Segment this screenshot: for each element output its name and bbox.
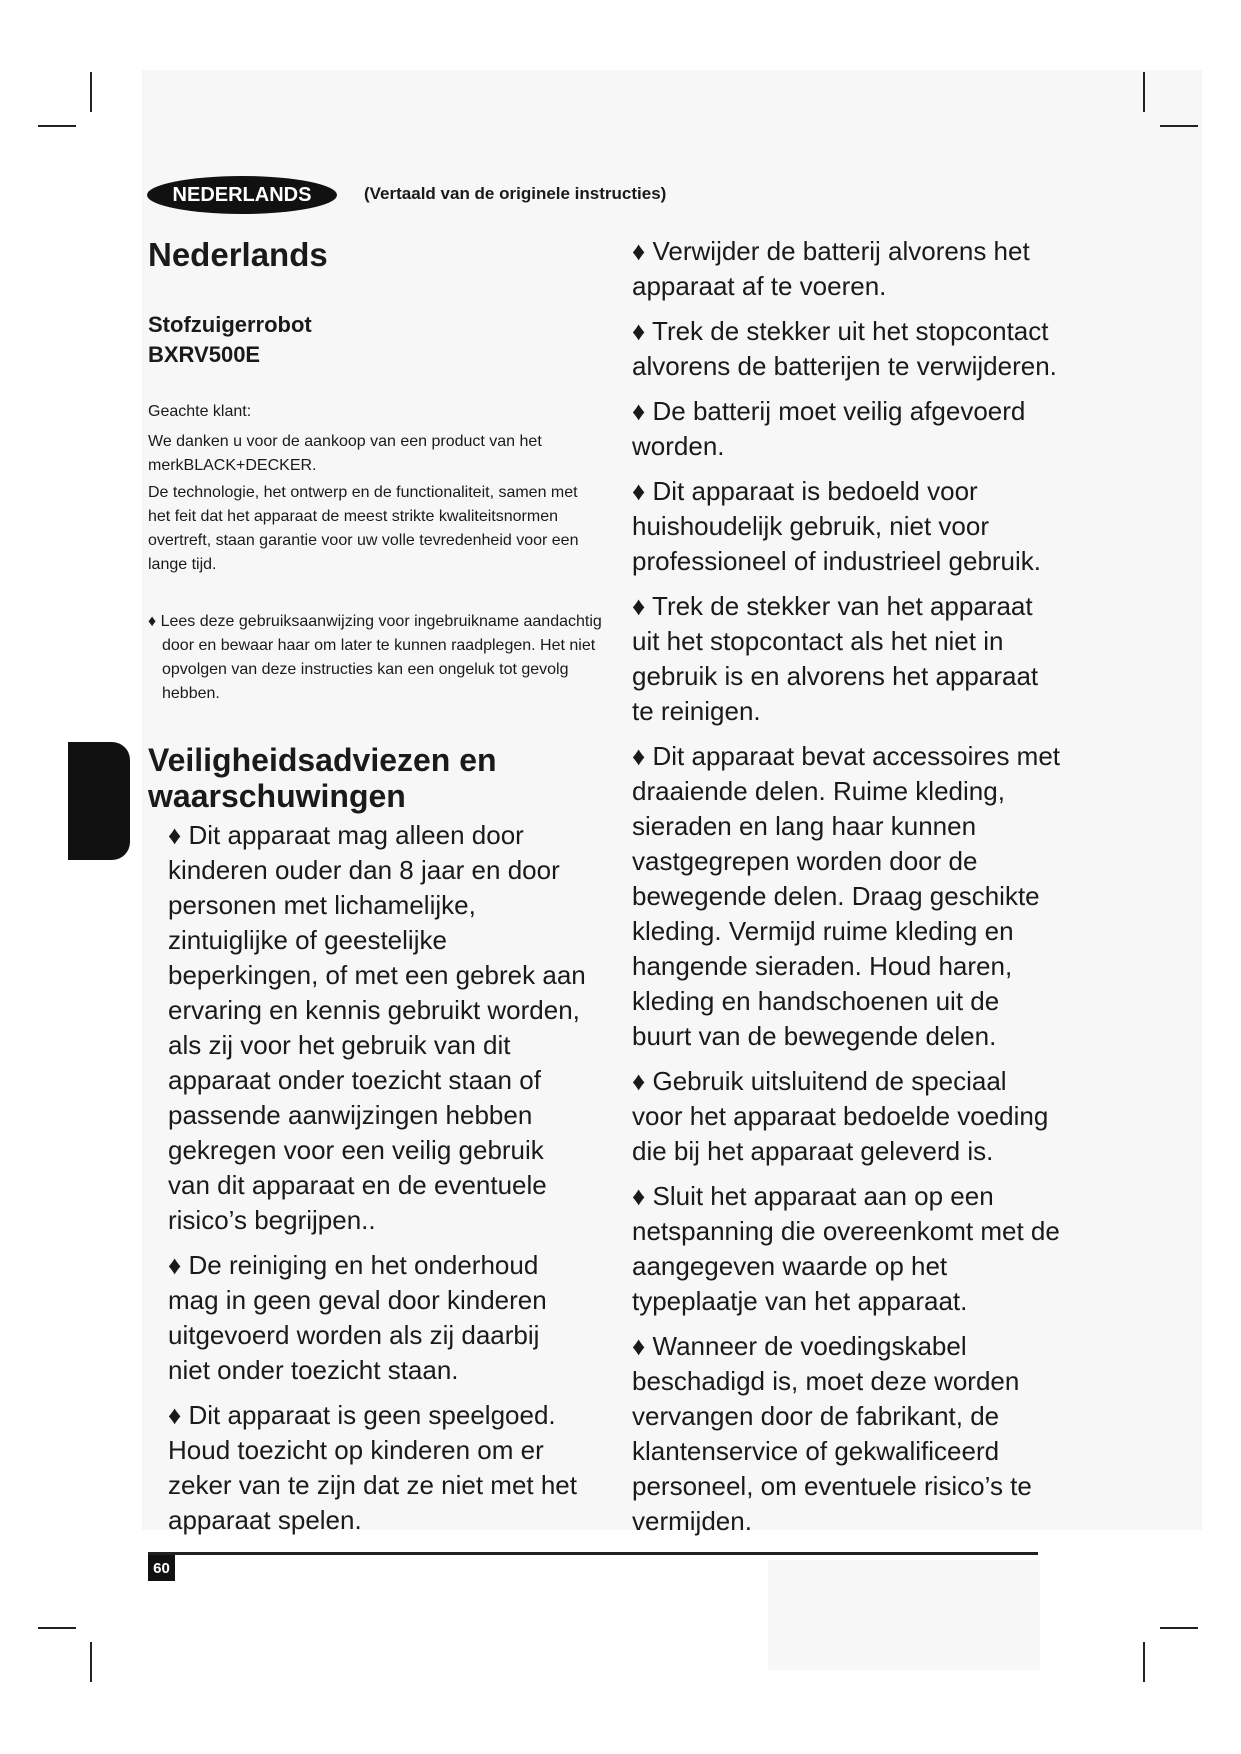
intro-block bbox=[148, 400, 588, 580]
footer-background bbox=[768, 1560, 1040, 1670]
language-badge: NEDERLANDS bbox=[147, 176, 337, 214]
page-title: Nederlands bbox=[148, 236, 328, 273]
intro-salutation: Geachte klant: bbox=[148, 403, 252, 420]
list-item: ♦ Verwijder de batterij alvorens het apparaat af te voeren. bbox=[632, 236, 1030, 301]
page-number: 60 bbox=[148, 1555, 175, 1581]
safety-list-left bbox=[168, 818, 588, 1548]
section-heading: Veiligheidsadviezen en waarschuwingen bbox=[148, 742, 497, 814]
product-model: BXRV500E bbox=[148, 342, 261, 367]
crop-mark bbox=[1160, 125, 1198, 127]
list-item: ♦ Gebruik uitsluitend de speciaal voor het apparaat bedoelde voeding die bij het apparaat geleverd is. bbox=[632, 1066, 1049, 1166]
intro-paragraph: We danken u voor de aankoop van een product van het merkBLACK+DECKER. bbox=[148, 433, 542, 474]
list-item: ♦ Dit apparaat is bedoeld voor huishoudelijk gebruik, niet voor professioneel of industrieel gebruik. bbox=[632, 476, 1042, 576]
list-item: ♦ Trek de stekker van het apparaat uit het stopcontact als het niet in gebruik is en alvorens het apparaat te reinigen. bbox=[632, 591, 1039, 726]
list-item: ♦ Dit apparaat bevat accessoires met draaiende delen. Ruime kleding, sieraden en lang haar kunnen vastgegrepen worden door de bewegende delen. Draag geschikte kleding. Vermijd ruime kleding en hangende sieraden. Houd haren, kleding en handschoenen uit de buurt van de bewegende delen. bbox=[632, 741, 1061, 1051]
crop-mark bbox=[1160, 1627, 1198, 1629]
section-tab-marker bbox=[68, 742, 130, 860]
list-item: ♦ Dit apparaat mag alleen door kinderen ouder dan 8 jaar en door personen met lichamelijke, zintuiglijke of geestelijke beperkingen, of met een gebrek aan ervaring en kennis gebruikt worden, als zij voor het gebruik van dit apparaat onder toezicht staan of passende aanwijzingen hebben gekregen voor een veilig gebruik van dit apparaat en de eventuele risico’s begrijpen.. bbox=[168, 820, 586, 1235]
crop-mark bbox=[38, 125, 76, 127]
list-item: ♦ Trek de stekker uit het stopcontact alvorens de batterijen te verwijderen. bbox=[632, 316, 1057, 381]
intro-paragraph: De technologie, het ontwerp en de functionaliteit, samen met het feit dat het apparaat de meest strikte kwaliteitsnormen overtreft, staan garantie voor uw volle tevredenheid voor een lange tijd. bbox=[148, 484, 579, 573]
list-item: ♦ Sluit het apparaat aan op een netspanning die overeenkomt met de aangegeven waarde op het typeplaatje van het apparaat. bbox=[632, 1181, 1060, 1316]
list-item: ♦ Dit apparaat is geen speelgoed. Houd toezicht op kinderen om er zeker van te zijn dat ze niet met het apparaat spelen. bbox=[168, 1400, 577, 1535]
crop-mark bbox=[38, 1627, 76, 1629]
list-item: ♦ De batterij moet veilig afgevoerd worden. bbox=[632, 396, 1026, 461]
product-block bbox=[148, 310, 312, 370]
list-item: ♦ Wanneer de voedingskabel beschadigd is, moet deze worden vervangen door de fabrikant, de klantenservice of gekwalificeerd personeel, om eventuele risico’s te vermijden. bbox=[632, 1331, 1032, 1536]
crop-mark bbox=[90, 72, 92, 112]
list-item: ♦ De reiniging en het onderhoud mag in geen geval door kinderen uitgevoerd worden als zij daarbij niet onder toezicht staan. bbox=[168, 1250, 547, 1385]
crop-mark bbox=[1143, 1642, 1145, 1682]
footer-rule bbox=[148, 1552, 1038, 1555]
translation-note: (Vertaald van de originele instructies) bbox=[364, 184, 667, 203]
product-name: Stofzuigerrobot bbox=[148, 312, 312, 337]
safety-list-right bbox=[632, 234, 1062, 1549]
crop-mark bbox=[90, 1642, 92, 1682]
intro-bullet: ♦ Lees deze gebruiksaanwijzing voor ingebruikname aandachtig door en bewaar haar om later te kunnen raadplegen. Het niet opvolgen van deze instructies kan een ongeluk tot gevolg hebben. bbox=[148, 613, 602, 702]
crop-mark bbox=[1143, 72, 1145, 112]
